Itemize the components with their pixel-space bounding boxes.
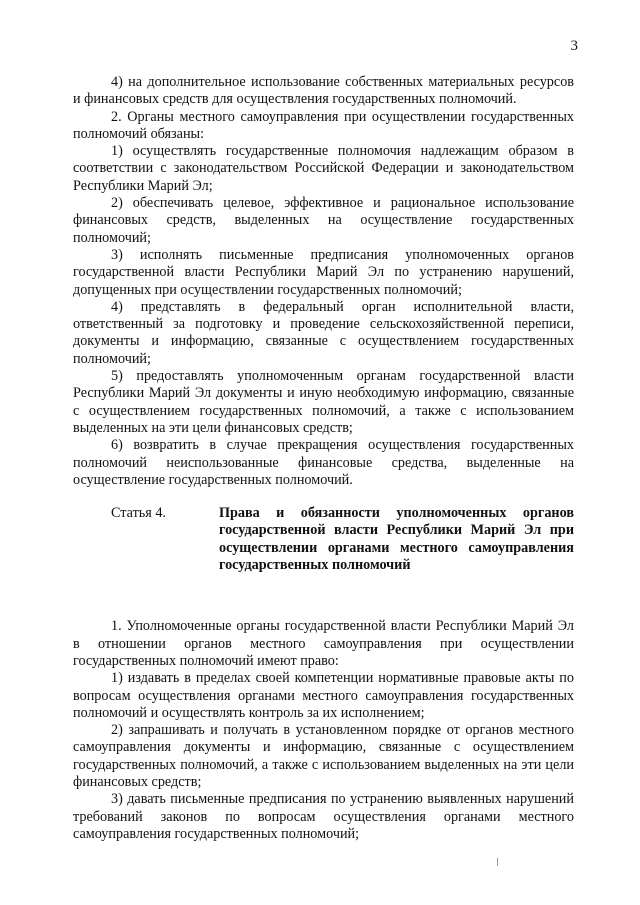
- paragraph: 1) издавать в пределах своей компетенции нормативные правовые акты по вопросам осуществления органами местного самоуправления государственных полномочий и осуществлять контроль за их исполнением;: [73, 670, 574, 721]
- paragraph: 2) обеспечивать целевое, эффективное и рациональное использование финансовых средств, выделенных на осуществление государственных полномочий;: [73, 195, 574, 246]
- paragraph: 2. Органы местного самоуправления при осуществлении государственных полномочий обязаны:: [73, 108, 574, 142]
- article-label: Статья 4.: [111, 505, 166, 522]
- paragraph: 5) предоставлять уполномоченным органам государственной власти Республики Марий Эл документы и иную необходимую информацию, связанные с осуществлением государственных полномочий, а также с использованием выделенных на эти цели финансовых средств;: [73, 368, 574, 436]
- article-heading: [73, 505, 574, 574]
- article-title: Права и обязанности уполномоченных органов государственной власти Республики Марий Эл при осуществлении органами местного самоуправления государственных полномочий: [219, 505, 574, 574]
- paragraph: 6) возвратить в случае прекращения осуществления государственных полномочий неиспользованные финансовые средства, выделенные на осуществление государственных полномочий.: [73, 437, 574, 488]
- paragraph: 3) исполнять письменные предписания уполномоченных органов государственной власти Республики Марий Эл по устранению нарушений, допущенных при осуществлении государственных полномочий;: [73, 246, 574, 298]
- paragraph: 1) осуществлять государственные полномочия надлежащим образом в соответствии с законодательством Российской Федерации и законодательством Республики Марий Эл;: [73, 143, 574, 194]
- paragraph: 3) давать письменные предписания по устранению выявленных нарушений требований законов по вопросам осуществления органами местного самоуправления государственных полномочий;: [73, 791, 574, 842]
- paragraph: 1. Уполномоченные органы государственной власти Республики Марий Эл в отношении органов местного самоуправления при осуществлении государственных полномочий имеют право:: [73, 618, 574, 669]
- paragraph: 2) запрашивать и получать в установленном порядке от органов местного самоуправления документы и информацию, связанные с осуществлением государственных полномочий, а также с использованием выделенных на эти цели финансовых средств;: [73, 722, 574, 790]
- paragraph: 4) на дополнительное использование собственных материальных ресурсов и финансовых средств для осуществления государственных полномочий.: [73, 74, 574, 108]
- scan-mark: [497, 858, 498, 866]
- page-number: 3: [570, 38, 578, 54]
- paragraph: 4) представлять в федеральный орган исполнительной власти, ответственный за подготовку и проведение сельскохозяйственной переписи, документы и информацию, связанные с осуществлением государственных полномочий;: [73, 298, 574, 367]
- document-body: [73, 74, 574, 843]
